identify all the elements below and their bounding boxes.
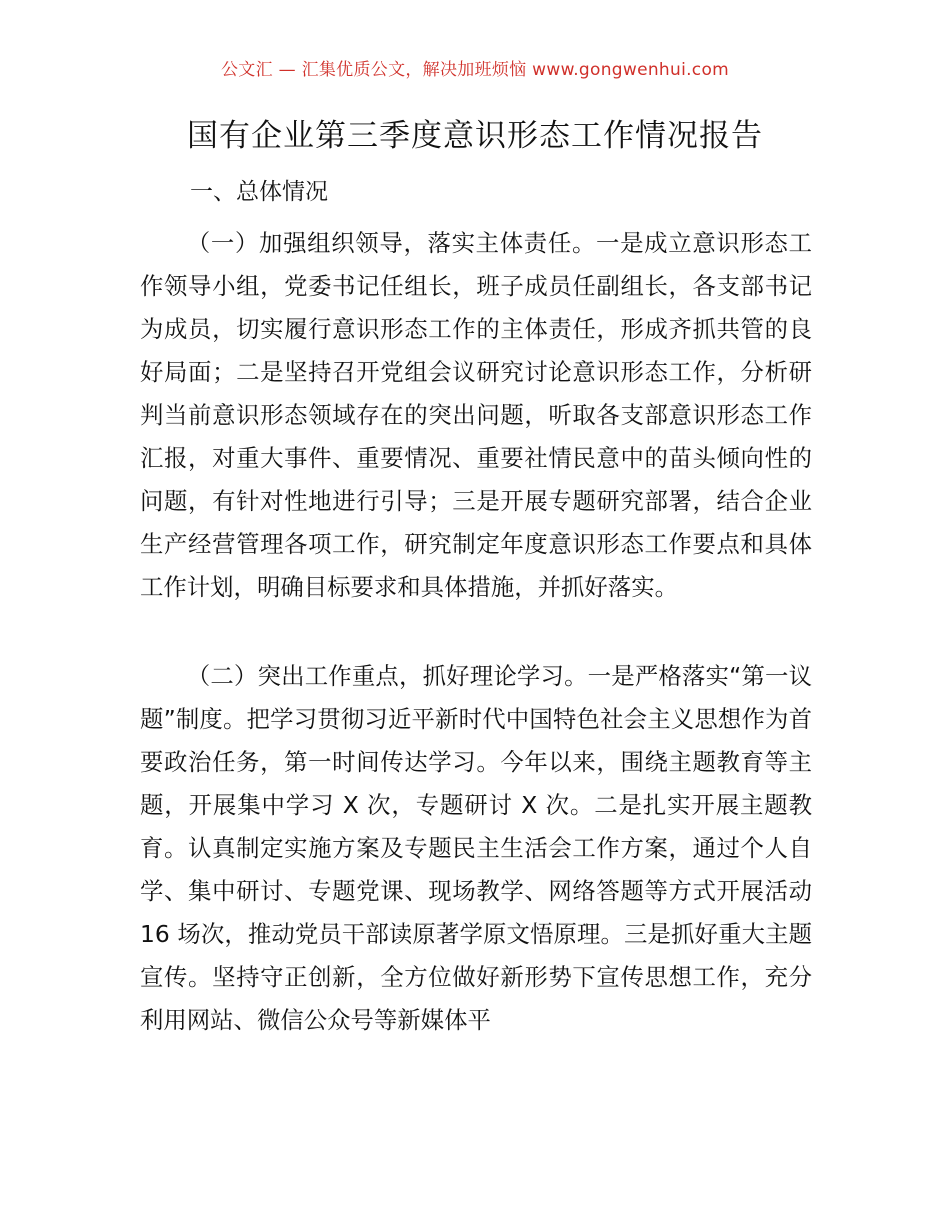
paragraph-1: （一）加强组织领导，落实主体责任。一是成立意识形态工作领导小组，党委书记任组长，班子成员任副组长，各支部书记为成员，切实履行意识形态工作的主体责任，形成齐抓共管的良好局面；二是坚持召开党组会议研究讨论意识形态工作，分析研判当前意识形态领域存在的突出问题，听取各支部意识形态工作汇报，对重大事件、重要情况、重要社情民意中的苗头倾向性的问题，有针对性地进行引导；三是开展专题研究部署，结合企业生产经营管理各项工作，研究制定年度意识形态工作要点和具体工作计划，明确目标要求和具体措施，并抓好落实。 [140, 229, 812, 601]
document-title: 国有企业第三季度意识形态工作情况报告 [187, 118, 763, 154]
paragraph-2: （二）突出工作重点，抓好理论学习。一是严格落实“第一议题”制度。把学习贯彻习近平新时代中国特色社会主义思想作为首要政治任务，第一时间传达学习。今年以来，围绕主题教育等主题，开展集中学习 X 次，专题研讨 X 次。二是扎实开展主题教育。认真制定实施方案及专题民主生活会工作方案，通过个人自学、集中研讨、专题党课、现场教学、网络答题等方式开展活动 16 场次，推动党员干部读原著学原文悟原理。三是抓好重大主题宣传。坚持守正创新，全方位做好新形势下宣传思想工作，充分利用网站、微信公众号等新媒体平 [140, 662, 812, 1034]
section-heading: 一、总体情况 [190, 179, 328, 205]
header-banner: 公文汇 — 汇集优质公文，解决加班烦恼 www.gongwenhui.com [220, 60, 730, 80]
